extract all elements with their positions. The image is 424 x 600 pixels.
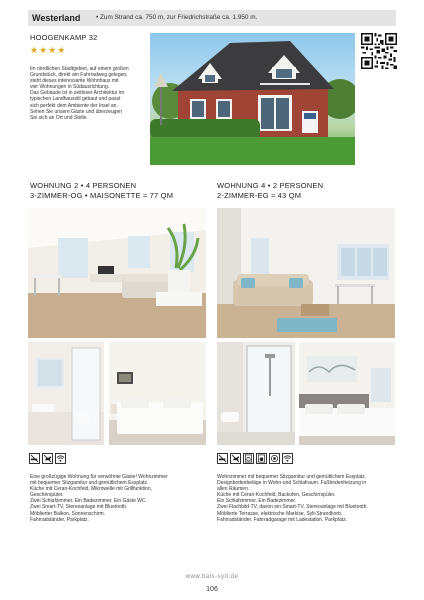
- description-line: Fahrradständer. Fahrradgarage mit Ladestation. Parkplatz.: [217, 516, 348, 523]
- description-line: Geschirrspüler.: [30, 492, 64, 499]
- unit-2-description: [30, 474, 210, 523]
- description-line: Designbodenbeläge in Wohn-und Schlafraum. Fußbodenheizung in: [217, 480, 367, 487]
- description-line: Zwei Schlafzimmer. Ein Badezimmer. Ein Gäste WC.: [30, 498, 147, 505]
- unit-2-title: [30, 181, 173, 201]
- no-pets-icon: [230, 453, 241, 464]
- house-exterior-photo: [150, 33, 355, 165]
- description-line: Küche mit Ceran-Kochfeld, Mikrowelle mit Grillfunktion,: [30, 486, 152, 493]
- intro-line: Sehen Sie unsere Gäste und überzeugen: [30, 108, 123, 115]
- intro-line: typischen Landhausstil gebaut und passt: [30, 96, 121, 103]
- wifi-icon: [55, 453, 66, 464]
- intro-line: Im nördlichen Stadtgebiet, auf einem großen: [30, 66, 129, 72]
- description-line: Möblierte Terrasse, elektrische Markise, Sylt-Strandkorb.: [217, 510, 343, 517]
- unit-2-living-room-photo: [28, 208, 206, 338]
- unit-2-bathroom-photo: [28, 342, 104, 445]
- qr-code[interactable]: [361, 33, 397, 69]
- description-line: mit bequemer Sitzgarnitur und gemütlichem Essplatz.: [30, 480, 149, 487]
- unit-4-description: [217, 474, 397, 523]
- unit-4-title: [217, 181, 323, 201]
- no-smoking-icon: [29, 453, 40, 464]
- unit-4-bathroom-photo: [217, 342, 295, 445]
- description-line: Zwei Smart-TV, Stereoanlage mit Bluetooth.: [30, 504, 128, 511]
- property-name: HOOGENKAMP 32: [30, 33, 98, 42]
- wifi-icon: [269, 453, 280, 464]
- unit-2-amenities: [29, 453, 66, 465]
- description-line: Möblierter Balkon, Sonnenschirm.: [30, 510, 106, 517]
- location-distances: • Zum Strand ca. 750 m, zur Friedrichstraße ca. 1.950 m.: [96, 14, 258, 21]
- dryer-icon: [256, 453, 267, 464]
- property-intro: [30, 66, 145, 121]
- unit-4-living-room-photo: [217, 208, 395, 338]
- star-rating: ★★★★: [30, 45, 67, 55]
- description-line: Eine großzügige Wohnung für verwöhnte Gäste! Wohnzimmer: [30, 474, 168, 480]
- description-line: Ein Schlafzimmer. Ein Badezimmer.: [217, 498, 297, 505]
- page-number: 106: [206, 586, 218, 593]
- description-line: Küche mit Ceran-Kochfeld, Backofen, Geschirrspüler.: [217, 492, 336, 499]
- unit-4-title-line1: WOHNUNG 4 • 2 PERSONEN: [217, 181, 324, 190]
- no-smoking-icon: [217, 453, 228, 464]
- intro-line: sich perfekt dem Ambiente der Insel an.: [30, 102, 118, 109]
- description-line: Zwei Flachbild-TV, davon ein Smart-TV, Stereoanlage mit Bluetooth.: [217, 504, 368, 511]
- unit-2-title-line2: 3-ZIMMER-OG • MAISONETTE ≈ 77 QM: [30, 191, 174, 200]
- washing-machine-icon: [243, 453, 254, 464]
- unit-4-bedroom-photo: [299, 342, 395, 445]
- location-name: Westerland: [32, 13, 81, 23]
- intro-line: Sie sich an Ort und Stelle.: [30, 114, 88, 121]
- intro-line: vier Wohnungen in Südausrichtung.: [30, 84, 110, 91]
- unit-2-bedroom-photo: [109, 342, 206, 445]
- unit-2-title-line1: WOHNUNG 2 • 4 PERSONEN: [30, 181, 137, 190]
- description-line: Wohnzimmer mit bequemer Sitzgarnitur und gemütlichem Essplatz.: [217, 474, 367, 480]
- intro-line: Das Gebäude ist in zeitloser Architektur im: [30, 90, 125, 97]
- description-line: allen Räumen.: [217, 486, 250, 493]
- intro-line: steht dieses interessante Wohnhaus mit: [30, 78, 119, 85]
- no-pets-icon: [42, 453, 53, 464]
- description-line: Fahrradständer. Parkplatz.: [30, 516, 89, 523]
- location-header: [28, 10, 396, 26]
- intro-line: Grundstück, direkt am Fahrradweg gelegen,: [30, 72, 128, 79]
- unit-4-title-line2: 2-ZIMMER-EG ≈ 43 QM: [217, 191, 302, 200]
- website-url[interactable]: www.bals-sylt.de: [185, 574, 239, 580]
- unit-4-amenities: [217, 453, 293, 465]
- wifi-icon: [282, 453, 293, 464]
